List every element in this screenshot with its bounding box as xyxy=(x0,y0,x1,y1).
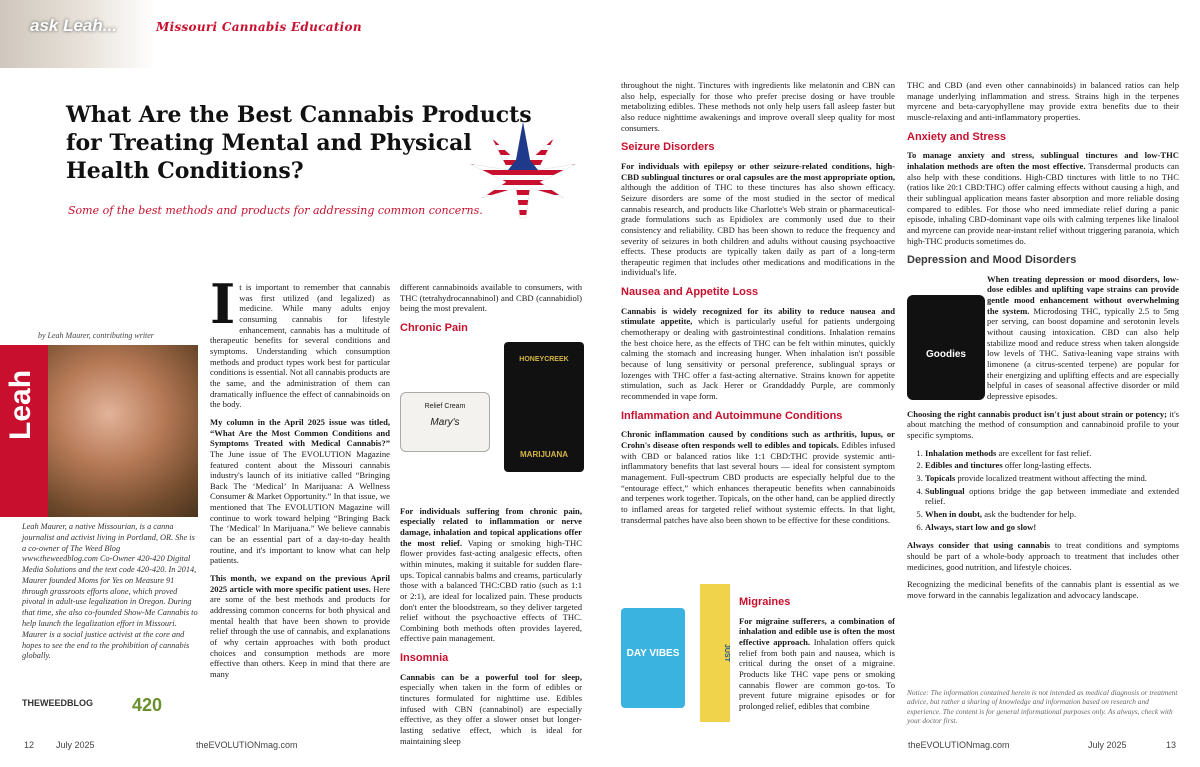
issue-date-right: July 2025 xyxy=(1088,740,1127,750)
list-item: 1. Inhalation methods are excellent for fast relief. xyxy=(925,448,1179,459)
page-number-left: 12 xyxy=(24,740,35,750)
site-url-left[interactable]: theEVOLUTIONmag.com xyxy=(196,740,298,750)
paragraph: throughout the night. Tinctures with ingredients like melatonin and CBN can also help, especially for those who prefer precise dosing or have trouble metabolizing edibles. These methods not only help users fall asleep faster but also reduce nighttime awakenings and improve overall sleep quality for most consumers. xyxy=(621,80,895,133)
byline: by Leah Maurer, contributing writer xyxy=(38,331,154,340)
disclaimer-notice: Notice: The information contained herein is not intended as medical diagnosis or treatment advice, but rather a sharing of knowledge and information based on research and experience. The content is for general informational purposes only. As always, check with your doctor first. xyxy=(907,688,1178,725)
page-number-right: 13 xyxy=(1166,740,1177,750)
heading-seizure: Seizure Disorders xyxy=(621,141,715,154)
heading-nausea: Nausea and Appetite Loss xyxy=(621,286,759,299)
list-item: 2. Edibles and tinctures offer long-lasting effects. xyxy=(925,460,1179,471)
closing-paragraph: Recognizing the medicinal benefits of the cannabis plant is essential as we move forward in the cannabis legalization and advocacy landscape. xyxy=(907,579,1179,600)
list-item: 6. Always, start low and go slow! xyxy=(925,522,1179,533)
heading-insomnia: Insomnia xyxy=(400,652,449,665)
heading-chronic-pain: Chronic Pain xyxy=(400,321,468,334)
paragraph: For migraine sufferers, a combination of inhalation and edible use is often the most effective approach. Inhalation offers quick relief from both pain and nausea, which is critical during the onset of a migraine. Products like THC vape pens or smoking cannabis flower are common go-tos. To prevent future migraine episodes or for prolonged relief, edibles that combine xyxy=(739,615,895,711)
paragraph: This month, we expand on the previous April 2025 article with more specific patient uses. Here are some of the best methods and products for addressing common concerns for both physical and mental health that have been shown to provide relief through the use of cannabis, and explanations of why certain approaches with both product choices and consumption methods are more effective than others. Keep in mind that there are many xyxy=(210,573,390,679)
column-logo: ask Leah... xyxy=(30,16,117,35)
flower-bag-brand: HONEYCREEK xyxy=(519,355,569,363)
drop-cap: I xyxy=(210,272,236,336)
intro-paragraph: It is important to remember that cannabis was first utilized (and legalized) as medicine. While many adults enjoy consuming cannabis for lifestyle enhancement, cannabis has a multitude of therapeutic benefits for several conditions and symptoms. Understanding which consumption methods and product types work best for particular conditions is essential. Not all cannabis products are the same, and the administration of them can dramatically influence the effect of cannabinoids on the body. xyxy=(210,272,390,410)
weedblog-logo: THEWEEDBLOG xyxy=(22,698,93,708)
paragraph: For individuals suffering from chronic pain, especially related to inflammation or nerve damage, inhalation and topical applications offer the most relief. Vaping or smoking high-THC flower provides fast-acting analgesic effects, often within minutes, making it suitable for sudden flare-ups. Topical cannabis balms and creams, particularly those with a balanced THC:CBD ratio (such as 1:1 or 2:1), are ideal for localized pain. These products don't enter the bloodstream, so they deliver targeted relief without the psychoactive effects of THC. Combining both methods often provides layered, effective pain management. xyxy=(400,505,582,644)
paragraph: Always consider that using cannabis to treat conditions and symptoms should be part of a whole-body approach to treatment that includes other medicines, good nutrition, and lifestyle choices. xyxy=(907,540,1179,572)
article-title: What Are the Best Cannabis Products for Treating Mental and Physical Health Conditions? xyxy=(66,102,532,184)
migraines-section xyxy=(739,596,895,719)
paragraph: Choosing the right cannabis product isn't just about strain or potency; it's about matching the method of consumption and cannabinoid profile to your specific symptoms. xyxy=(907,408,1180,440)
issue-date-left: July 2025 xyxy=(56,740,95,750)
list-item: 4. Sublingual options bridge the gap between immediate and extended relief. xyxy=(925,486,1179,507)
paragraph: different cannabinoids available to consumers, with THC (tetrahydrocannabinol) and CBD (cannabidiol) being the most prevalent. xyxy=(400,282,582,314)
paragraph: For individuals with epilepsy or other seizure-related conditions, high-CBD sublingual tinctures or oral capsules are the most appropriate option, although the addition of THC to these tinctures has also shown efficacy. Seizure disorders are some of the most studied in the sector of medical cannabis research, and products like Charlotte's Web strain or pharmaceutical-grade formulations such as Epidiolex are commonly used due to their consistency and reliability. CBD has been shown to reduce the frequency and severity of seizures in both children and adults without causing psychoactive effects. These products are typically taken daily as part of a long-term therapeutic regimen that includes other medications and modifications in the individual's life. xyxy=(621,160,895,278)
column-3 xyxy=(621,80,895,532)
tips-list xyxy=(907,448,1179,533)
list-item: 3. Topicals provide localized treatment without affecting the mind. xyxy=(925,473,1179,484)
author-name-label: Leah xyxy=(4,369,37,440)
paragraph: My column in the April 2025 issue was titled, “What Are the Most Common Conditions and Symptoms Treated with Medical Cannabis?” The June issue of The EVOLUTION Magazine featured content about the Missouri cannabis industry's launch of its initiative called “Bringing Back The ‘Medical’ In Marijuana: A Wellness Consumer & Market Opportunity.” In that issue, we mentioned that The EVOLUTION Magazine will continue to work toward helping “Bringing Back The ‘Medical’ In Marijuana.” We believe cannabis can be an essential part of a day-to-day health routine, and it's important to know what can help patients. xyxy=(210,416,390,566)
paragraph: Chronic inflammation caused by conditions such as arthritis, lupus, or Crohn's disease often responds well to edibles and topicals. Edibles infused with CBD or balanced ratios like 1:1 CBD:THC provide systemic anti-inflammatory benefits that last several hours — ideal for consistent symptom management. Full-spectrum CBD products are especially helpful due to the “entourage effect,” which enhances therapeutic benefits when cannabinoids and terpenes work together. Topicals, on the other hand, can be applied directly to inflamed areas for targeted relief without systemic effects. In that light, transdermal patches have also been shown to be effective for these conditions. xyxy=(621,429,895,525)
logo-420: 420 xyxy=(132,695,163,715)
article-subtitle: Some of the best methods and products for addressing common concerns. xyxy=(68,204,483,217)
list-item: 5. When in doubt, ask the budtender for help. xyxy=(925,509,1179,520)
author-bio: Leah Maurer, a native Missourian, is a canna journalist and activist living in Portland, OR. She is a co-owner of The Weed Blog www.theweedblog.com Co-Owner 420-420 Digital Media Solutions and the text code 420-420. In 2014, Maurer founded Moms for Yes on Measure 91 through grassroots efforts alone, which proved pivotal in adult-use legalization in Oregon. During that time, she also co-founded Show-Me Cannabis to help launch the legalization effort in Missouri. Maurer is a social justice activist at the core and hopes to see the end to the prohibition of cannabis globally. xyxy=(22,522,198,661)
day-vibes-product-image: DAY VIBES xyxy=(621,608,685,708)
flower-bag: MARIJUANA xyxy=(504,342,584,472)
section-title: Missouri Cannabis Education xyxy=(156,20,362,34)
heading-inflammation: Inflammation and Autoimmune Conditions xyxy=(621,409,843,422)
column-2 xyxy=(400,282,582,753)
site-url-right[interactable]: theEVOLUTIONmag.com xyxy=(908,740,1010,750)
column-1 xyxy=(210,272,390,687)
paragraph: To manage anxiety and stress, sublingual tinctures and low-THC inhalation methods are often the most effective. Transdermal products can also help with these conditions. High-CBD tinctures with little to no THC (ratios like 20:1 CBD:THC) offer calming effects without causing a high, and their sublingual application means faster absorption and more reliable dosing compared to edibles. For those who need immediate relief during a panic episode, inhaling CBD-dominant vape oils with calming terpenes like linalool and myrcene can provide near-instant relief without triggering paranoia, which high-THC products sometimes do. xyxy=(907,150,1180,246)
heading-depression: Depression and Mood Disorders xyxy=(907,254,1077,267)
relief-cream-jar: Relief Cream Mary's xyxy=(400,392,490,452)
chronic-pain-products-image xyxy=(400,342,582,502)
heading-anxiety: Anxiety and Stress xyxy=(907,130,1007,143)
paragraph: Cannabis can be a powerful tool for sleep, especially when taken in the form of edibles or tinctures formulated for nighttime use. Edibles infused with CBN (cannabinol) are especially effective, as they offer a slower onset but longer-lasting sedative effect, which is ideal for maintaining sleep xyxy=(400,671,582,746)
preroll-tube-image: JUST xyxy=(700,584,730,722)
paragraph: Cannabis is widely recognized for its ability to reduce nausea and stimulate appetite, which is particularly useful for patients undergoing chemotherapy or dealing with gastrointestinal conditions. Inhalation remains the best choice here, as the effects of THC can be felt within minutes, quickly calming the stomach and increasing hunger. When inhalation isn't possible because of lung sensitivity or personal preference, sublingual sprays or lozenges with THC offer a fast-acting alternative. Strains known for appetite stimulation, such as Jack Herer or Granddaddy Purple, are commonly recommended in vape form. xyxy=(621,305,895,401)
paragraph: When treating depression or mood disorders, low-dose edibles and uplifting vape strains can provide gentle mood enhancement without overwhelming the system. Microdosing THC, typically 2.5 to 5mg per serving, can boost dopamine and serotonin levels without causing intoxication. CBD can also help stabilize mood and reduce stress when taken alongside low levels of THC. Sativa-leaning vape strains with limonene (a citrus-scented terpene) are popular for their energizing and uplifting effects and are especially helpful in cases of seasonal affective disorder or mild depressive episodes. xyxy=(987,273,1179,401)
paragraph: THC and CBD (and even other cannabinoids) in balanced ratios can help manage underlying inflammation and stress. Strains high in the terpenes myrcene and beta-caryophyllene may provide extra benefits due to their muscle-relaxing and anti-inflammatory properties. xyxy=(907,80,1179,122)
goodies-gummy-jar-image: Goodies xyxy=(907,295,985,400)
heading-migraines: Migraines xyxy=(739,596,791,608)
